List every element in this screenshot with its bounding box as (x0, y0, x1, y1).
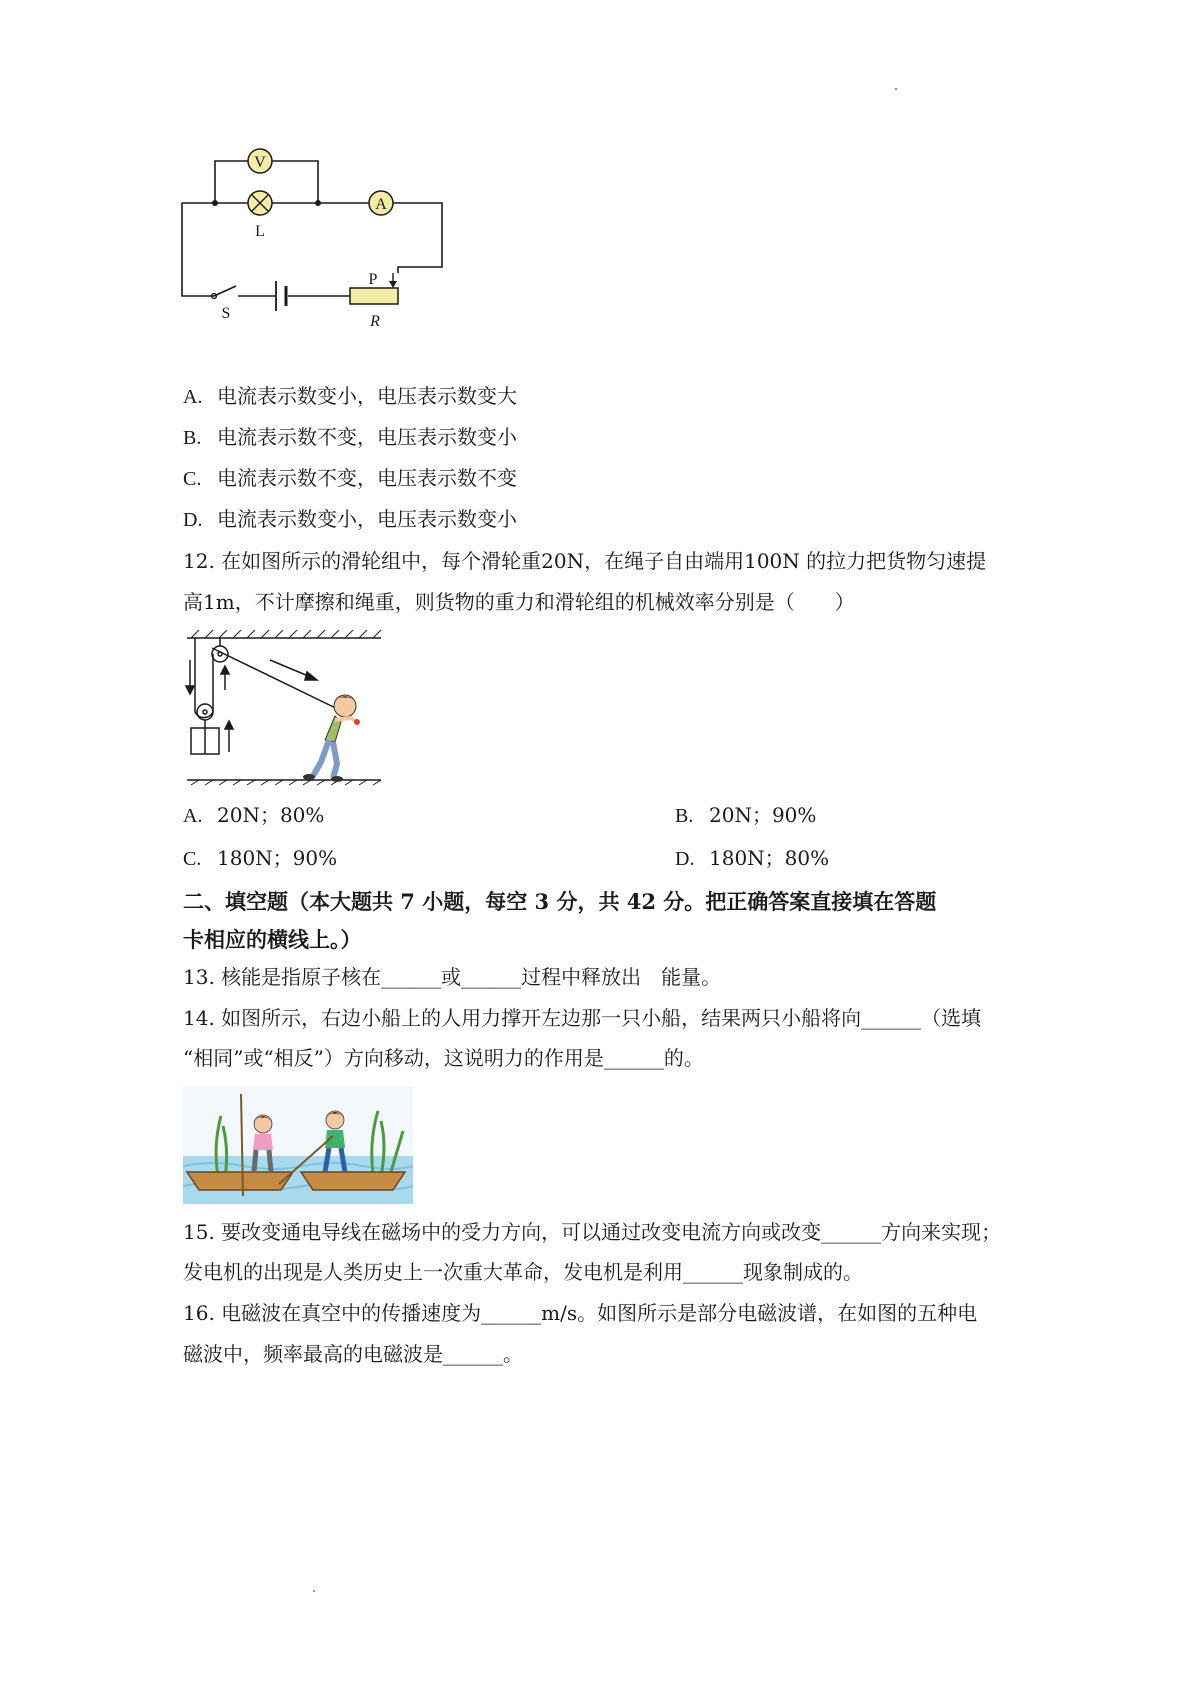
q16-stem-line1: 16. 电磁波在真空中的传播速度为______m/s。如图所示是部分电磁波谱，在如图的五种电 (183, 1301, 978, 1325)
scan-speck (313, 1590, 315, 1592)
q16-stem-line2: 磁波中，频率最高的电磁波是______。 (183, 1342, 523, 1366)
section2-heading-line2: 卡相应的横线上。） (183, 927, 362, 952)
scan-speck (895, 88, 897, 90)
q12-option-c: C. 180N；90% (183, 846, 338, 870)
section2-heading-line1: 二、填空题（本大题共 7 小题，每空 3 分，共 42 分。把正确答案直接填在答题 (183, 889, 937, 914)
q15-stem-line2: 发电机的出现是人类历史上一次重大革命，发电机是利用______现象制成的。 (183, 1260, 863, 1284)
q12-stem-line2: 高1m，不计摩擦和绳重，则货物的重力和滑轮组的机械效率分别是（ ） (183, 590, 855, 614)
q14-stem-line2: “相同”或“相反”）方向移动，这说明力的作用是______的。 (183, 1046, 704, 1070)
q12-stem-line1: 12. 在如图所示的滑轮组中，每个滑轮重20N，在绳子自由端用100N 的拉力把货物匀速提 (183, 549, 987, 573)
q12-option-b: B. 20N；90% (675, 803, 817, 827)
boats-picture (183, 1086, 413, 1204)
q11-option-c: C. 电流表示数不变，电压表示数不变 (183, 466, 517, 490)
rheostat-symbol (350, 288, 398, 304)
lamp-label: L (255, 223, 265, 240)
q11-option-b: B. 电流表示数不变，电压表示数变小 (183, 425, 517, 449)
q12-option-a: A. 20N；80% (183, 803, 325, 827)
left-boat (187, 1172, 293, 1190)
slider-label: P (368, 271, 378, 288)
ammeter-label: A (375, 196, 387, 213)
q14-stem-line1: 14. 如图所示，右边小船上的人用力撑开左边那一只小船，结果两只小船将向______（选填 (183, 1006, 982, 1030)
right-boat (301, 1172, 405, 1190)
q13-stem: 13. 核能是指原子核在______或______过程中释放出 能量。 (183, 965, 722, 989)
q12-option-d: D. 180N；80% (675, 846, 830, 870)
switch-label: S (221, 305, 231, 322)
q15-stem-line1: 15. 要改变通电导线在磁场中的受力方向，可以通过改变电流方向或改变______方向来实现； (183, 1220, 1002, 1244)
person-pulling-figure (303, 695, 360, 782)
q11-option-a: A. 电流表示数变小，电压表示数变大 (183, 384, 517, 408)
circuit-diagram (170, 140, 450, 330)
q11-option-d: D. 电流表示数变小，电压表示数变小 (183, 507, 517, 531)
rheostat-label: R (370, 313, 380, 330)
pulley-diagram (185, 630, 385, 785)
voltmeter-label: V (254, 154, 266, 171)
